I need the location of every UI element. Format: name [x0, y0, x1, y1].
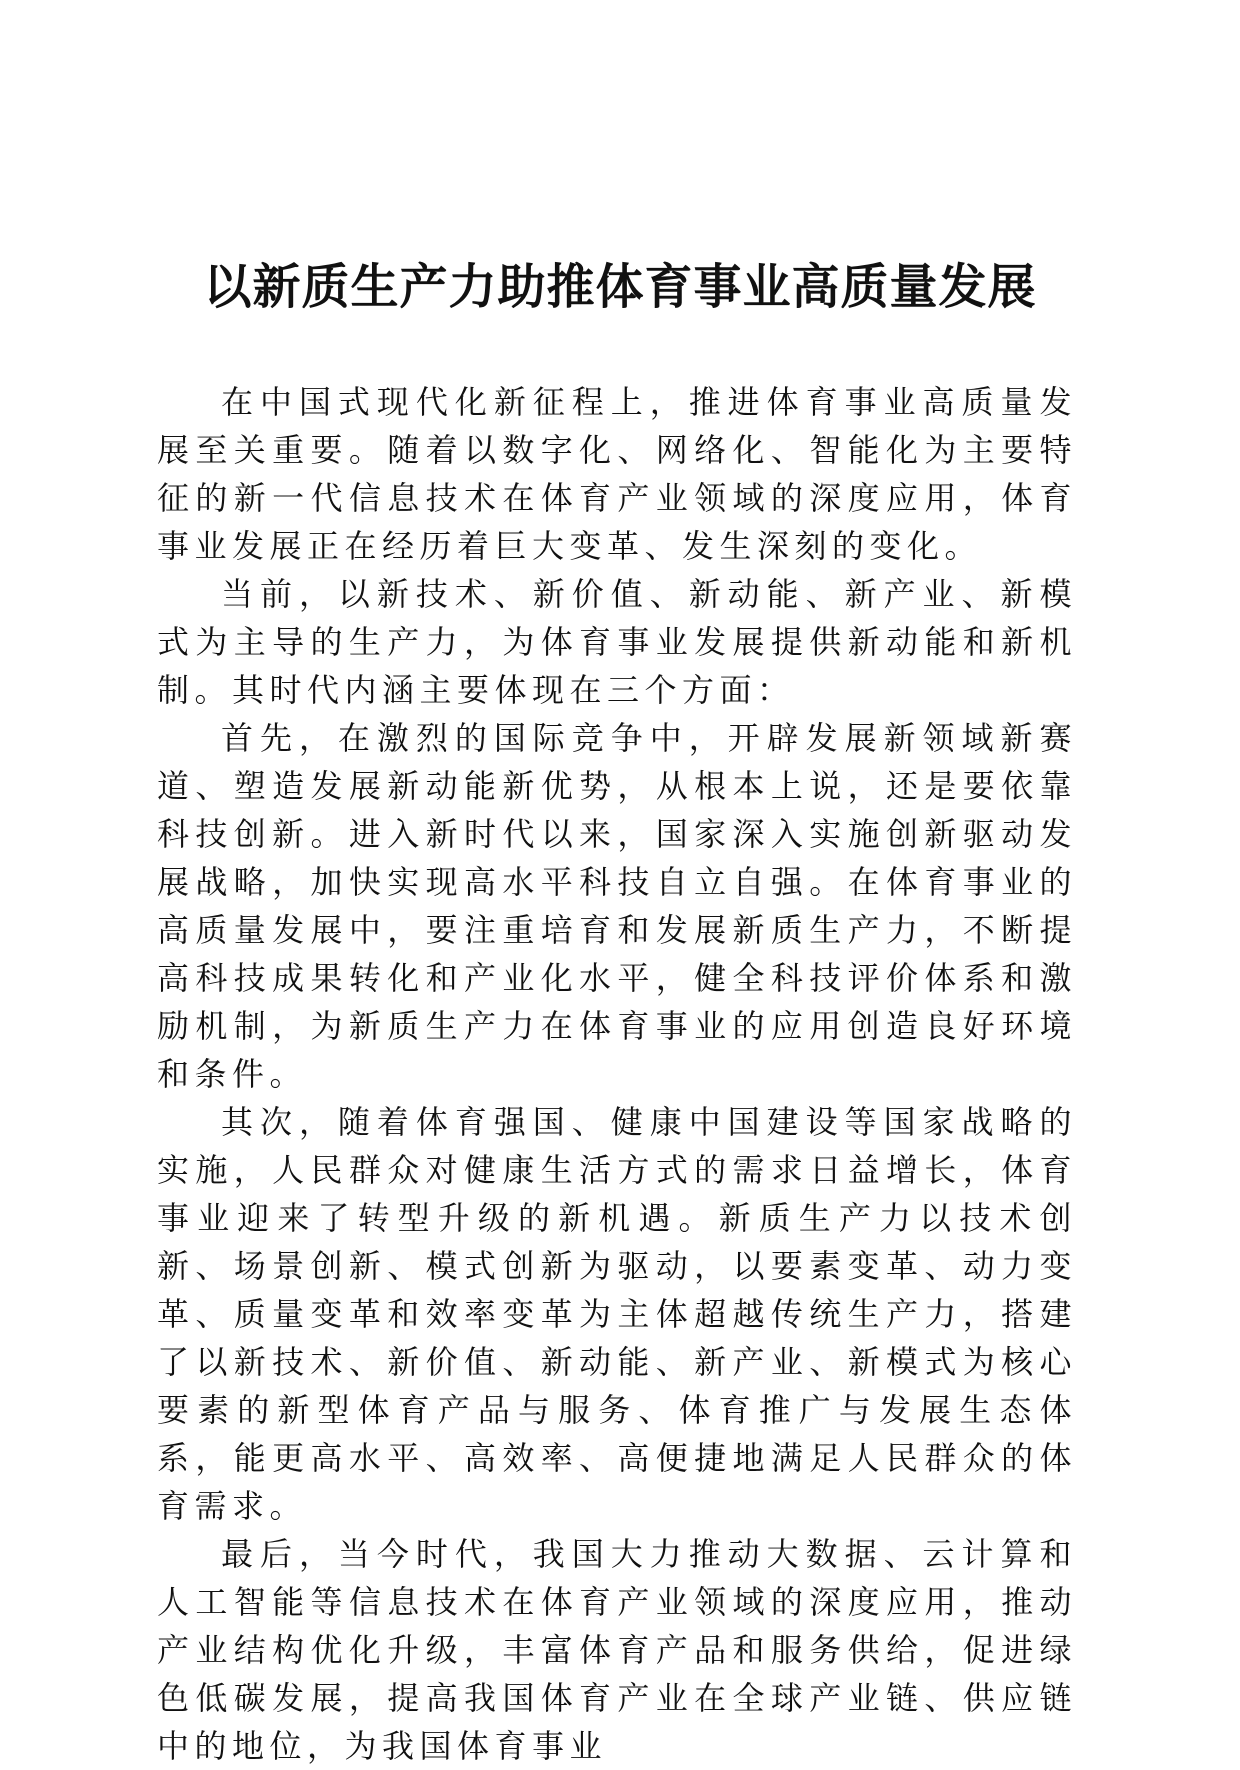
- paragraph: 最后，当今时代，我国大力推动大数据、云计算和人工智能等信息技术在体育产业领域的深度应用，推动产业结构优化升级，丰富体育产品和服务供给，促进绿色低碳发展，提高我国体育产业在全球产业链、供应链中的地位，为我国体育事业: [157, 1535, 1077, 1765]
- paragraph: 在中国式现代化新征程上，推进体育事业高质量发展至关重要。随着以数字化、网络化、智能化为主要特征的新一代信息技术在体育产业领域的深度应用，体育事业发展正在经历着巨大变革、发生深刻的变化。: [157, 383, 1077, 565]
- document-body: [157, 378, 1077, 1770]
- paragraph: 首先，在激烈的国际竞争中，开辟发展新领域新赛道、塑造发展新动能新优势，从根本上说，还是要依靠科技创新。进入新时代以来，国家深入实施创新驱动发展战略，加快实现高水平科技自立自强。在体育事业的高质量发展中，要注重培育和发展新质生产力，不断提高科技成果转化和产业化水平，健全科技评价体系和激励机制，为新质生产力在体育事业的应用创造良好环境和条件。: [157, 719, 1077, 1093]
- paragraph: 当前，以新技术、新价值、新动能、新产业、新模式为主导的生产力，为体育事业发展提供新动能和新机制。其时代内涵主要体现在三个方面：: [157, 575, 1077, 709]
- paragraph: 其次，随着体育强国、健康中国建设等国家战略的实施，人民群众对健康生活方式的需求日益增长，体育事业迎来了转型升级的新机遇。新质生产力以技术创新、场景创新、模式创新为驱动，以要素变革、动力变革、质量变革和效率变革为主体超越传统生产力，搭建了以新技术、新价值、新动能、新产业、新模式为核心要素的新型体育产品与服务、体育推广与发展生态体系，能更高水平、高效率、高便捷地满足人民群众的体育需求。: [157, 1103, 1077, 1525]
- document-title: 以新质生产力助推体育事业高质量发展: [203, 259, 1037, 315]
